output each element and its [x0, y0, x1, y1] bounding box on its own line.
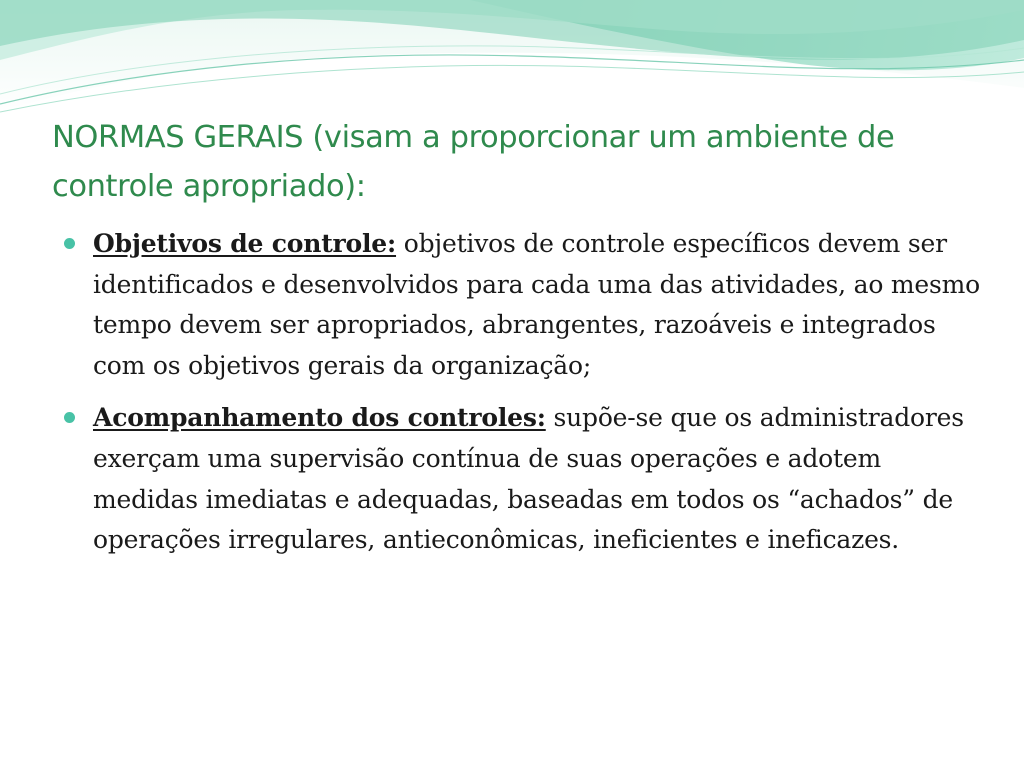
bullet-term: Acompanhamento dos controles:	[93, 403, 546, 433]
bullet-dot-icon	[64, 238, 75, 249]
bullet-term: Objetivos de controle:	[93, 229, 397, 258]
list-item	[62, 398, 982, 560]
list-item	[62, 224, 982, 386]
decorative-wave-header	[0, 0, 1024, 130]
bullet-dot-icon	[64, 412, 75, 423]
bullet-text: supõe-se que os administradores exerçam uma supervisão contínua de suas operações e adotem medidas imediatas e adequadas, baseadas em todos os “achados” de operações irregulares, antieconômicas, ineficientes e ineficazes.	[93, 403, 964, 555]
slide-title: NORMAS GERAIS (visam a proporcionar um ambiente de controle apropriado):	[52, 120, 895, 204]
bullet-list	[62, 224, 982, 573]
bullet-text: objetivos de controle específicos devem ser identificados e desenvolvidos para cada uma das atividades, ao mesmo tempo devem ser apropriados, abrangentes, razoáveis e integrados com os objetivos gerais da organização;	[93, 229, 981, 380]
